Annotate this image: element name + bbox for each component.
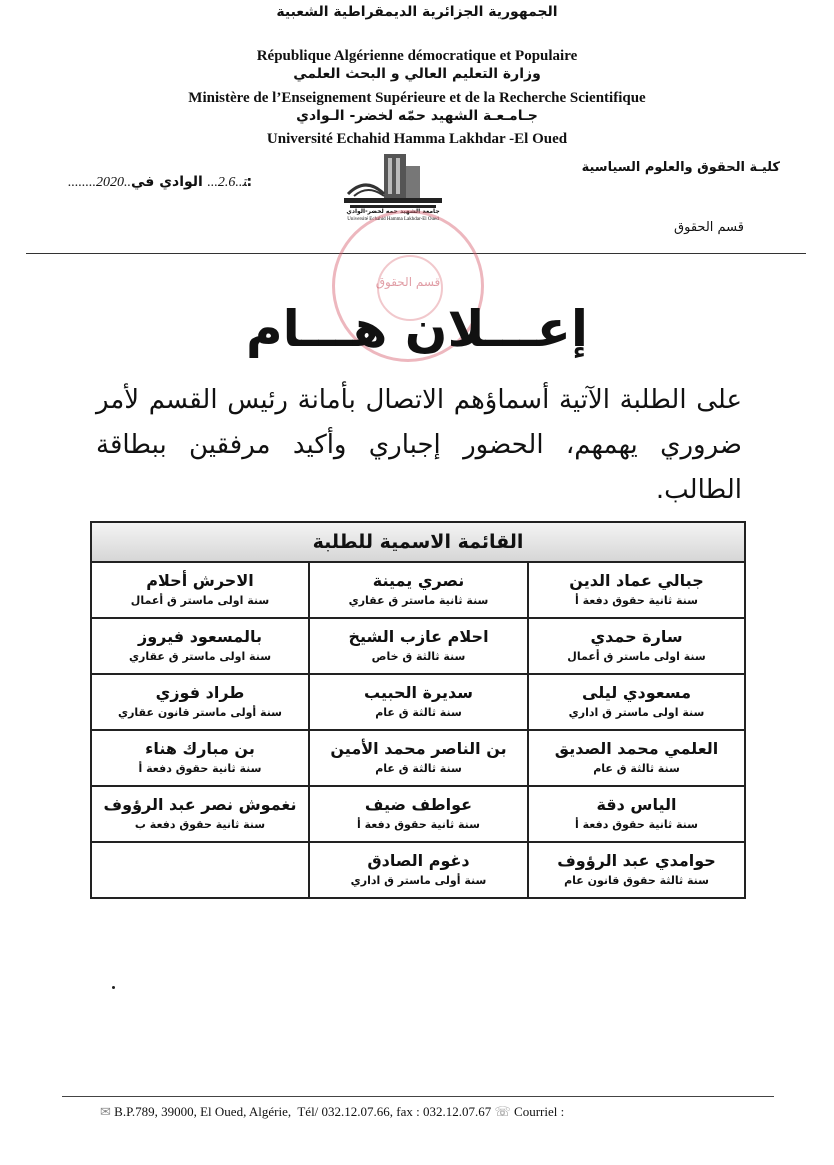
student-cell: [92, 731, 308, 785]
republic-ar: الجمهورية الجزائرية الديمقراطية الشعبية: [276, 4, 558, 20]
table-row: [92, 675, 744, 731]
student-name: طراد فوزي: [155, 683, 245, 702]
student-level: سنة ثالثة حقوق قانون عام: [564, 874, 709, 887]
announcement-body: على الطلبة الآتية أسماؤهم الاتصال بأمانة رئيس القسم لأمر ضروري يهمهم، الحضور إجباري وأكيد مرفقين ببطاقة الطالب.: [96, 385, 742, 505]
student-cell: [308, 619, 527, 673]
footer-email-label: Courriel :: [514, 1104, 565, 1119]
table-row: [92, 619, 744, 675]
student-name: بالمسعود فيروز: [138, 627, 262, 646]
student-cell: [92, 563, 308, 617]
student-cell: [308, 675, 527, 729]
student-name: جبالي عماد الدين: [569, 571, 704, 590]
footer-contact: [100, 1104, 740, 1120]
university-ar: جـامـعـة الشهيد حمّه لخضر- الـوادي: [296, 108, 538, 124]
student-level: سنة اولى ماستر ق عقاري: [128, 650, 272, 663]
student-level: سنة ثانية حقوق دفعة أ: [575, 594, 698, 607]
footer-divider: [62, 1096, 774, 1097]
department-name: قسم الحقوق: [674, 220, 744, 235]
student-level: سنة ثانية حقوق دفعة أ: [357, 818, 480, 831]
student-level: سنة أولى ماستر ق اداري: [350, 874, 487, 887]
student-cell: [92, 675, 308, 729]
student-cell: [527, 731, 744, 785]
student-name: دغوم الصادق: [367, 851, 470, 870]
student-cell: [92, 843, 308, 897]
table-header: القائمة الاسمية للطلبة: [92, 523, 744, 563]
student-cell: [308, 787, 527, 841]
table-row: [92, 843, 744, 897]
phone-icon: ☏: [494, 1104, 511, 1119]
student-cell: [527, 843, 744, 897]
student-level: سنة ثانية حقوق دفعة أ: [575, 818, 698, 831]
student-level: سنة ثالثة ق عام: [375, 762, 462, 775]
footer-phone: Tél/ 032.12.07.66, fax : 032.12.07.67: [297, 1104, 492, 1119]
logo-caption-fr: Université Echahid Hamma Lakhdar-El Oued: [347, 217, 439, 222]
student-level: سنة ثانية ماستر ق عقاري: [348, 594, 489, 607]
student-name: نغموش نصر عبد الرؤوف: [103, 795, 297, 814]
table-row: [92, 787, 744, 843]
student-level: سنة اولى ماستر ق اداري: [568, 706, 705, 719]
student-cell: [308, 563, 527, 617]
student-cell: [92, 787, 308, 841]
speck: [112, 986, 115, 989]
student-level: سنة ثالثة ق عام: [375, 706, 462, 719]
student-level: سنة ثالثة ق خاص: [371, 650, 466, 663]
student-name: سديرة الحبيب: [364, 683, 473, 702]
student-name: حوامدي عبد الرؤوف: [557, 851, 716, 870]
student-cell: [308, 843, 527, 897]
date-line: [68, 174, 252, 191]
university-fr: Université Echahid Hamma Lakhdar -El Oued: [266, 131, 568, 147]
student-level: سنة ثانية حقوق دفعة أ: [138, 762, 262, 775]
student-cell: [527, 675, 744, 729]
student-cell: [527, 787, 744, 841]
student-cell: [527, 619, 744, 673]
date-label: الوادي في:: [131, 174, 253, 190]
student-name: سارة حمدي: [590, 627, 683, 646]
student-level: سنة ثانية حقوق دفعة ب: [134, 818, 266, 831]
stamp-text: قسم الحقوق: [375, 275, 441, 289]
student-cell: [308, 731, 527, 785]
student-cell: [92, 619, 308, 673]
faculty-name: كليـة الحقوق والعلوم السياسية: [581, 160, 780, 175]
table-row: [92, 563, 744, 619]
logo-caption-ar: جامعة الشهيد حمه لخضر-الوادي: [346, 208, 440, 215]
student-name: عواطف ضيف: [364, 795, 473, 814]
announcement-title: إعـــلان هـــام: [246, 300, 588, 358]
republic-fr: République Algérienne démocratique et Populaire: [256, 48, 578, 64]
ministry-ar: وزارة التعليم العالي و البحث العلمي: [293, 66, 541, 82]
student-cell: [527, 563, 744, 617]
date-value: ........2020..ﺘ..2.6...: [68, 175, 247, 190]
student-name: العلمي محمد الصديق: [554, 739, 719, 758]
student-level: سنة أولى ماستر قانون عقاري: [118, 706, 282, 719]
ministry-fr: Ministère de l’Enseignement Supérieure et de la Recherche Scientifique: [188, 90, 646, 106]
student-name: الياس دقة: [596, 795, 677, 814]
footer-address: B.P.789, 39000, El Oued, Algérie,: [114, 1104, 292, 1119]
student-name: نصري يمينة: [372, 571, 465, 590]
student-level: سنة اولى ماستر ق أعمال: [567, 650, 706, 663]
students-table: [90, 521, 746, 899]
envelope-icon: ✉: [100, 1104, 111, 1119]
student-level: سنة اولى ماستر ق أعمال: [130, 594, 270, 607]
student-name: احلام عازب الشيخ: [348, 627, 489, 646]
student-name: بن مبارك هناء: [145, 739, 255, 758]
student-name: مسعودي ليلى: [582, 683, 691, 702]
student-level: سنة ثالثة ق عام: [593, 762, 680, 775]
student-name: الاحرش أحلام: [146, 571, 254, 590]
student-name: بن الناصر محمد الأمين: [330, 739, 507, 758]
table-row: [92, 731, 744, 787]
